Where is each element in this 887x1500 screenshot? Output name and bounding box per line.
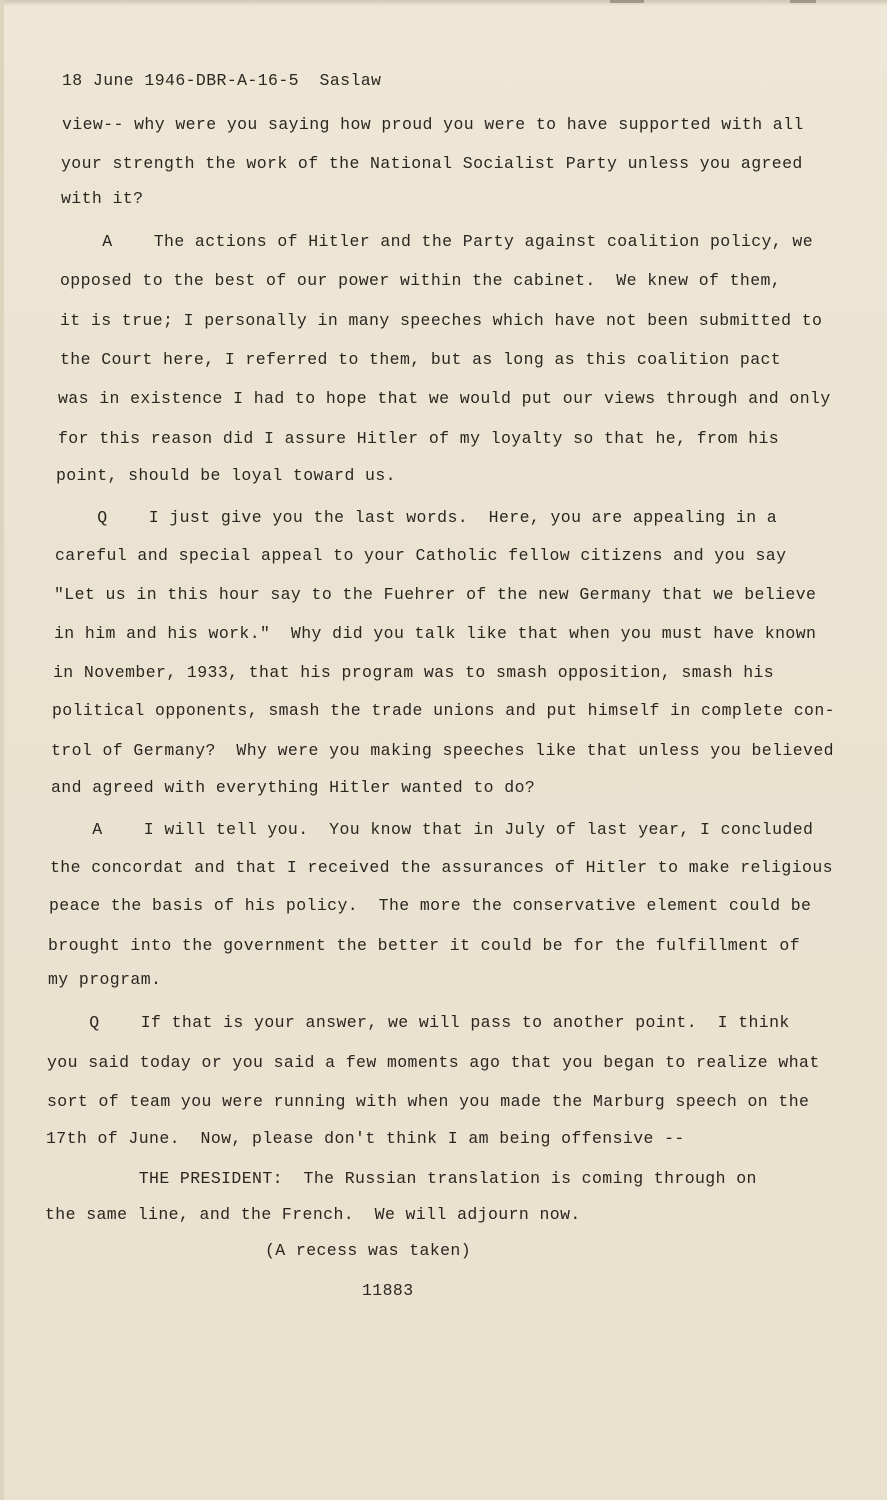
transcript-line: in him and his work." Why did you talk like that when you must have known [54,624,817,643]
transcript-line: with it? [61,189,144,208]
transcript-line: political opponents, smash the trade unions and put himself in complete con- [52,701,835,720]
transcript-line: point, should be loyal toward us. [56,466,396,485]
transcript-line: Q I just give you the last words. Here, you are appealing in a [56,508,778,527]
transcript-line: the concordat and that I received the assurances of Hitler to make religious [50,858,833,877]
transcript-line: peace the basis of his policy. The more the conservative element could be [49,896,812,915]
transcript-line: sort of team you were running with when you made the Marburg speech on the [47,1092,810,1111]
transcript-line: was in existence I had to hope that we would put our views through and only [58,389,831,408]
page-number: 11883 [362,1281,414,1300]
transcript-line: you said today or you said a few moments ago that you began to realize what [47,1053,820,1072]
transcript-line: the same line, and the French. We will adjourn now. [45,1205,581,1224]
transcript-line: view-- why were you saying how proud you were to have supported with all [62,115,804,134]
transcript-line: careful and special appeal to your Catholic fellow citizens and you say [55,546,787,565]
transcript-line: THE PRESIDENT: The Russian translation is coming through on [46,1169,757,1188]
transcript-line: A I will tell you. You know that in July of last year, I concluded [51,820,814,839]
transcript-line: your strength the work of the National Socialist Party unless you agreed [61,154,803,173]
page-header: 18 June 1946-DBR-A-16-5 Saslaw [62,71,382,90]
recess-note: (A recess was taken) [265,1241,472,1260]
transcript-line: Q If that is your answer, we will pass to another point. I think [48,1013,790,1032]
transcript-line: in November, 1933, that his program was to smash opposition, smash his [53,663,775,682]
transcript-line: and agreed with everything Hitler wanted to do? [51,778,536,797]
transcript-line: the Court here, I referred to them, but as long as this coalition pact [60,350,782,369]
transcript-line: opposed to the best of our power within the cabinet. We knew of them, [60,271,782,290]
transcript-line: trol of Germany? Why were you making speeches like that unless you believed [51,741,834,760]
transcript-line: for this reason did I assure Hitler of my loyalty so that he, from his [58,429,780,448]
transcript-line: my program. [48,970,162,989]
transcript-line: A The actions of Hitler and the Party against coalition policy, we [61,232,814,251]
transcript-line: it is true; I personally in many speeches which have not been submitted to [60,311,823,330]
transcript-line: "Let us in this hour say to the Fuehrer of the new Germany that we believe [54,585,817,604]
transcript-line: 17th of June. Now, please don't think I am being offensive -- [46,1129,685,1148]
transcript-line: brought into the government the better it could be for the fulfillment of [48,936,801,955]
